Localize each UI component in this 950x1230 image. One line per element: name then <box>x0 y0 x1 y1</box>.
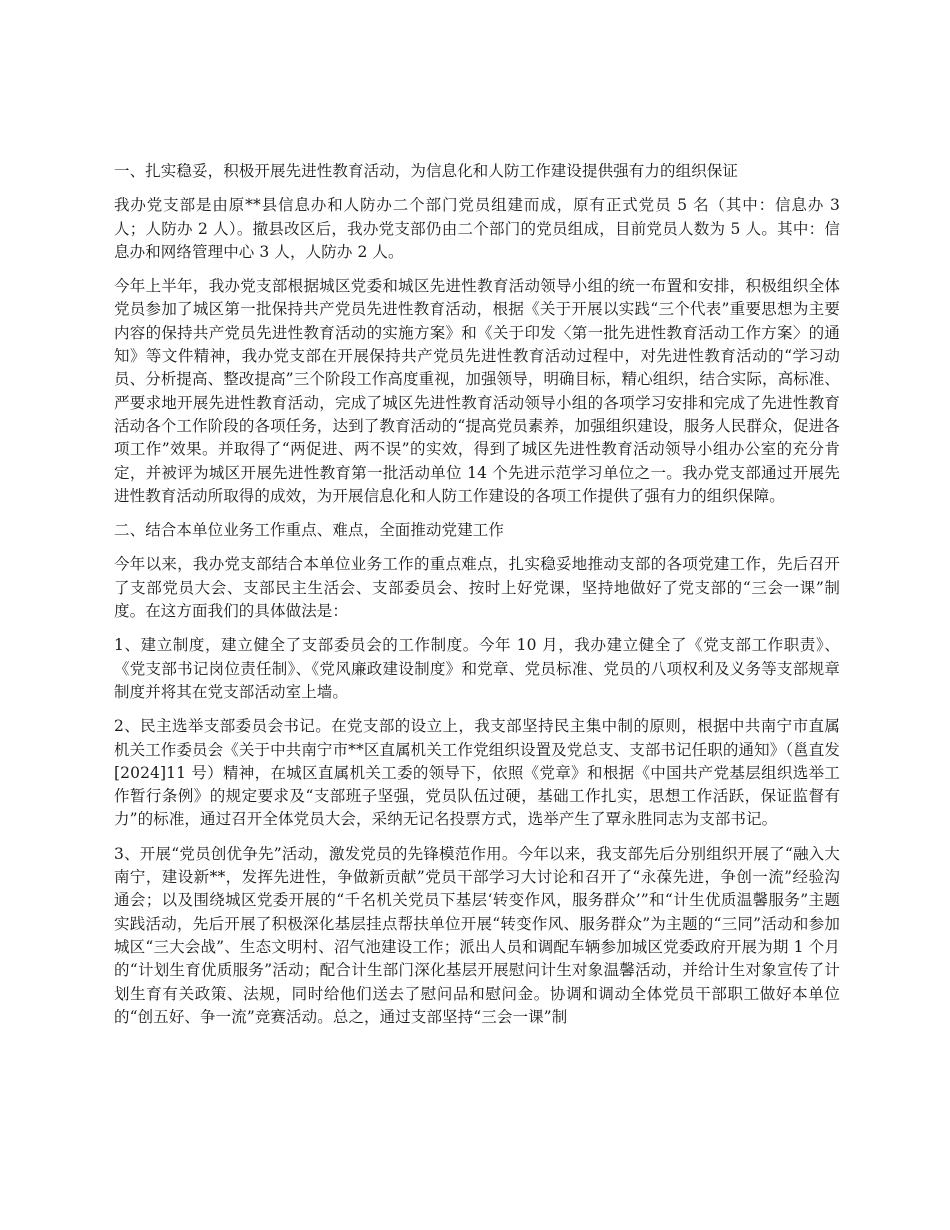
section-heading-2: 二、结合本单位业务工作重点、难点，全面推动党建工作 <box>114 521 505 540</box>
paragraph-education-activity: 今年上半年，我办党支部根据城区党委和城区先进性教育活动领导小组的统一布置和安排，积极组织全体党员参加了城区第一批保持共产党员先进性教育活动，根据《关于开展以实践“三个代表”重要思想为主要内容的保持共产党员先进性教育活动的实施方案》和《关于印发〈第一批先进性教育活动工作方案〉的通知》等文件精神，我办党支部在开展保持共产党员先进性教育活动过程中，对先进性教育活动的“学习动员、分析提高、整改提高”三个阶段工作高度重视，加强领导，明确目标，精心组织，结合实际，高标准、严要求地开展先进性教育活动，完成了城区先进性教育活动领导小组的各项学习安排和完成了先进性教育活动各个工作阶段的各项任务，达到了教育活动的“提高党员素养，加强组织建设，服务人民群众，促进各项工作”效果。并取得了“两促进、两不误”的实效，得到了城区先进性教育活动领导小组办公室的充分肯定，并被评为城区开展先进性教育第一批活动单位 14 个先进示范学习单位之一。我办党支部通过开展先进性教育活动所取得的成效，为开展信息化和人防工作建设的各项工作提供了强有力的组织保障。 <box>114 277 840 505</box>
document-body <box>114 160 840 1040</box>
paragraph-party-building-overview: 今年以来，我办党支部结合本单位业务工作的重点难点，扎实稳妥地推动支部的各项党建工作，先后召开了支部党员大会、支部民主生活会、支部委员会、按时上好党课，坚持地做好了党支部的“三会一课”制度。在这方面我们的具体做法是： <box>114 555 840 621</box>
paragraph-item-2-election: 2、民主选举支部委员会书记。在党支部的设立上，我支部坚持民主集中制的原则，根据中共南宁市直属机关工作委员会《关于中共南宁市**区直属机关工作党组织设置及党总支、支部书记任职的通知》（邕直发[2024]11 号）精神，在城区直属机关工委的领导下，依照《党章》和根据《中国共产党基层组织选举工作暂行条例》的规定要求及“支部班子坚强，党员队伍过硬，基础工作扎实，思想工作活跃，保证监督有力”的标准，通过召开全体党员大会，采纳无记名投票方式，选举产生了覃永胜同志为支部书记。 <box>114 717 840 829</box>
paragraph-item-3-activities: 3、开展“党员创优争先”活动，激发党员的先锋模范作用。今年以来，我支部先后分别组织开展了“融入大南宁，建设新**，发挥先进性，争做新贡献”党员干部学习大讨论和召开了“永葆先进，争创一流”经验沟通会；以及围绕城区党委开展的“千名机关党员下基层‘转变作风，服务群众’”和“计生优质温馨服务”主题实践活动，先后开展了积极深化基层挂点帮扶单位开展“转变作风、服务群众”为主题的“三同”活动和参加城区“三大会战”、生态文明村、沼气池建设工作；派出人员和调配车辆参加城区党委政府开展为期 1 个月的“计划生育优质服务”活动；配合计生部门深化基层开展慰问计生对象温馨活动，并给计生对象宣传了计划生育有关政策、法规，同时给他们送去了慰问品和慰问金。协调和调动全体党员干部职工做好本单位的“创五好、争一流”竞赛活动。总之，通过支部坚持“三会一课”制 <box>114 844 840 1026</box>
paragraph-branch-composition: 我办党支部是由原**县信息办和人防办二个部门党员组建而成，原有正式党员 5 名（其中：信息办 3 人；人防办 2 人）。撤县改区后，我办党支部仍由二个部门的党员组成，目前党员人数为 5 人。其中：信息办和网络管理中心 3 人，人防办 2 人。 <box>114 196 840 261</box>
section-heading-1: 一、扎实稳妥，积极开展先进性教育活动，为信息化和人防工作建设提供强有力的组织保证 <box>114 162 739 180</box>
paragraph-item-1-system: 1、建立制度，建立健全了支部委员会的工作制度。今年 10 月，我办建立健全了《党支部工作职责》、《党支部书记岗位责任制》、《党风廉政建设制度》和党章、党员标准、党员的八项权利及义务等支部规章制度并将其在党支部活动室上墙。 <box>114 636 840 701</box>
